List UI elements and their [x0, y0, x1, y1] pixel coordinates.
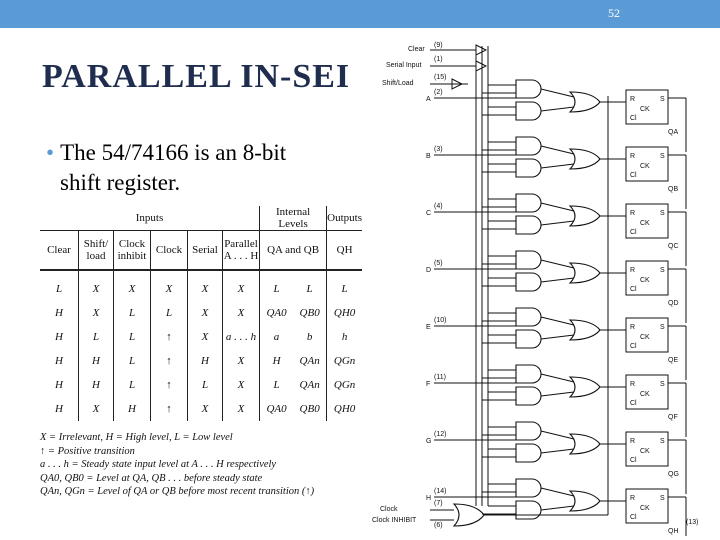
wire [541, 221, 574, 225]
ff-label-r: R [630, 381, 636, 388]
col-header: Clock [151, 231, 188, 271]
wire [541, 431, 574, 439]
table-cell: X [188, 270, 223, 301]
ff-label-cl: Cl [630, 400, 637, 407]
and-gate [516, 501, 541, 519]
parallel-input-label: C [426, 210, 432, 217]
output-label: QG [668, 471, 679, 478]
table-cell: X [223, 397, 260, 421]
bullet-point [46, 138, 386, 198]
group-header-outputs: Outputs [327, 206, 362, 231]
and-gate [516, 159, 541, 177]
table-cell: L [273, 379, 280, 391]
buffer-triangle [476, 45, 486, 55]
table-cell: H [188, 349, 223, 373]
ff-label-s: S [660, 324, 665, 331]
table-cell: X [223, 301, 260, 325]
table-cell: H [40, 397, 79, 421]
ff-label-s: S [660, 495, 665, 502]
table-cell: L [114, 349, 151, 373]
or-gate [570, 92, 600, 112]
table-cell: L [114, 301, 151, 325]
ff-label-ck: CK [640, 448, 650, 455]
pin-label: (1) [434, 56, 443, 63]
table-cell: ↑ [151, 325, 188, 349]
ff-label-ck: CK [640, 391, 650, 398]
table-cell: X [188, 325, 223, 349]
table-cell: QH0 [333, 403, 356, 415]
pin-label: (11) [434, 374, 446, 381]
wire [541, 146, 574, 154]
output-pin-label: (13) [686, 519, 699, 526]
and-gate [516, 251, 541, 269]
col-header: Clear [40, 231, 79, 271]
ff-label-s: S [660, 267, 665, 274]
ff-label-s: S [660, 96, 665, 103]
ff-label-cl: Cl [630, 172, 637, 179]
table-cell: QA0 [266, 403, 287, 415]
parallel-input-label: E [426, 324, 431, 331]
table-cell: X [79, 270, 114, 301]
table-cell: H [40, 325, 79, 349]
ff-label-s: S [660, 153, 665, 160]
table-row [40, 349, 362, 373]
table-cell: ↑ [151, 373, 188, 397]
output-label: QF [668, 414, 678, 421]
table-cell: X [114, 270, 151, 301]
pin-label: (9) [434, 42, 443, 49]
col-header: Shift/ load [79, 231, 114, 271]
buffer-triangle [476, 61, 486, 71]
table-cell: H [40, 301, 79, 325]
parallel-input-label: F [426, 381, 431, 388]
bullet-line-2: shift register. [60, 170, 181, 195]
ff-label-s: S [660, 210, 665, 217]
input-label-clock: Clock [380, 506, 398, 513]
and-gate [516, 308, 541, 326]
slide-number: 52 [608, 6, 620, 20]
table-cell: b [293, 325, 327, 349]
table-note: ↑ = Positive transition [40, 445, 135, 457]
table-note: a . . . h = Steady state input level at A . . . H respectively [40, 459, 277, 470]
col-header: Clock inhibit [114, 231, 151, 271]
ff-label-r: R [630, 153, 636, 160]
and-gate [516, 387, 541, 405]
bullet-line-1: The 54/74166 is an 8-bit [60, 140, 287, 165]
function-table-body [40, 270, 362, 421]
ff-label-ck: CK [640, 106, 650, 113]
ff-label-r: R [630, 96, 636, 103]
table-cell: L [293, 270, 327, 301]
pin-label: (6) [434, 522, 443, 529]
and-gate [516, 365, 541, 383]
or-gate [570, 320, 600, 340]
table-cell: QAn [293, 373, 327, 397]
and-gate [516, 273, 541, 291]
table-cell: QH0 [333, 307, 356, 319]
table-row [40, 373, 362, 397]
or-gate [454, 504, 484, 526]
and-gate [516, 80, 541, 98]
ff-label-s: S [660, 381, 665, 388]
table-cell: H [114, 397, 151, 421]
ff-label-r: R [630, 495, 636, 502]
and-gate [516, 216, 541, 234]
wire [541, 317, 574, 325]
table-cell: H [272, 355, 281, 367]
table-note: X = Irrelevant, H = High level, L = Low level [40, 432, 233, 443]
ff-label-cl: Cl [630, 115, 637, 122]
and-gate [516, 479, 541, 497]
table-cell: L [273, 283, 280, 295]
pin-label: (3) [434, 146, 443, 153]
wire [541, 335, 574, 339]
table-cell: X [79, 301, 114, 325]
table-cell: L [188, 373, 223, 397]
ff-label-r: R [630, 267, 636, 274]
table-cell: X [223, 373, 260, 397]
table-cell: L [114, 373, 151, 397]
ff-label-ck: CK [640, 505, 650, 512]
logic-diagram [368, 36, 714, 536]
table-cell: QAn [293, 349, 327, 373]
parallel-input-label: G [426, 438, 432, 445]
table-cell: X [188, 301, 223, 325]
output-label: QH [668, 528, 679, 535]
slide-title: PARALLEL IN-SEI [42, 58, 351, 95]
wire [541, 107, 574, 111]
parallel-input-label: D [426, 267, 432, 274]
ff-label-r: R [630, 210, 636, 217]
wire [541, 506, 574, 510]
table-cell: X [79, 397, 114, 421]
wire [541, 392, 574, 396]
table-cell: ↑ [151, 349, 188, 373]
table-cell: QB0 [293, 301, 327, 325]
col-header: QH [327, 231, 362, 271]
or-gate [570, 377, 600, 397]
ff-label-r: R [630, 324, 636, 331]
table-cell: L [151, 301, 188, 325]
table-cell: QGn [333, 379, 356, 391]
ff-label-s: S [660, 438, 665, 445]
table-row [40, 397, 362, 421]
output-label: QC [668, 243, 679, 250]
table-cell: H [79, 349, 114, 373]
output-label: QB [668, 186, 679, 193]
function-table [40, 206, 362, 499]
wire [541, 278, 574, 282]
table-cell: L [40, 270, 79, 301]
table-cell: X [151, 270, 188, 301]
output-label: QA [668, 129, 679, 136]
col-header: QA and QB [260, 231, 327, 271]
pin-label: (4) [434, 203, 443, 210]
and-gate [516, 194, 541, 212]
table-cell: h [341, 331, 348, 343]
table-note: QAn, QGn = Level of QA or QB before most recent transition (↑) [40, 486, 315, 497]
table-cell: X [223, 270, 260, 301]
ff-label-cl: Cl [630, 514, 637, 521]
and-gate [516, 102, 541, 120]
or-gate [570, 206, 600, 226]
pin-label: (2) [434, 89, 443, 96]
table-cell: QA0 [266, 307, 287, 319]
input-label-serial: Serial Input [386, 62, 422, 69]
table-cell: H [40, 349, 79, 373]
table-cell: L [114, 325, 151, 349]
table-cell: ↑ [151, 397, 188, 421]
ff-label-cl: Cl [630, 457, 637, 464]
input-label-shift-load: Shift/Load [382, 80, 414, 87]
group-header-internal: Internal Levels [260, 206, 327, 231]
table-cell: L [341, 283, 348, 295]
wire [541, 164, 574, 168]
input-label-clock-inhibit: Clock INHIBIT [372, 517, 417, 524]
table-cell: QGn [333, 355, 356, 367]
bullet-dot-icon: • [46, 140, 55, 165]
wire [541, 89, 574, 97]
parallel-input-label: A [426, 96, 431, 103]
function-table-grid [40, 206, 362, 421]
parallel-input-label: H [426, 495, 432, 502]
table-cell: H [79, 373, 114, 397]
table-row [40, 270, 362, 301]
or-gate [570, 491, 600, 511]
ff-label-ck: CK [640, 163, 650, 170]
table-row [40, 301, 362, 325]
or-gate [570, 434, 600, 454]
table-cell: H [40, 373, 79, 397]
output-label: QE [668, 357, 679, 364]
table-cell: a . . . h [223, 325, 260, 349]
or-gate [570, 149, 600, 169]
and-gate [516, 137, 541, 155]
pin-label: (10) [434, 317, 447, 324]
or-gate [570, 263, 600, 283]
table-cell: X [188, 397, 223, 421]
title-bar [0, 0, 720, 28]
output-label: QD [668, 300, 679, 307]
ff-label-ck: CK [640, 334, 650, 341]
and-gate [516, 444, 541, 462]
table-cell: X [223, 349, 260, 373]
pin-label: (7) [434, 500, 443, 507]
table-notes [40, 431, 362, 499]
input-label-clear: Clear [408, 46, 425, 53]
pin-label: (14) [434, 488, 447, 495]
ff-label-ck: CK [640, 220, 650, 227]
wire [541, 449, 574, 453]
ff-label-cl: Cl [630, 343, 637, 350]
parallel-input-label: B [426, 153, 431, 160]
table-cell: L [79, 325, 114, 349]
ff-label-cl: Cl [630, 286, 637, 293]
pin-label: (12) [434, 431, 447, 438]
wire [541, 374, 574, 382]
ff-label-r: R [630, 438, 636, 445]
table-cell: a [273, 331, 280, 343]
col-header: Parallel A . . . H [223, 231, 260, 271]
group-header-inputs: Inputs [40, 206, 260, 231]
pin-label: (5) [434, 260, 443, 267]
and-gate [516, 422, 541, 440]
wire [541, 260, 574, 268]
wire [541, 488, 574, 496]
table-note: QA0, QB0 = Level at QA, QB . . . before steady state [40, 472, 263, 484]
col-header: Serial [188, 231, 223, 271]
table-row [40, 325, 362, 349]
wire [541, 203, 574, 211]
ff-label-cl: Cl [630, 229, 637, 236]
and-gate [516, 330, 541, 348]
table-cell: QB0 [293, 397, 327, 421]
pin-label: (15) [434, 74, 447, 81]
ff-label-ck: CK [640, 277, 650, 284]
